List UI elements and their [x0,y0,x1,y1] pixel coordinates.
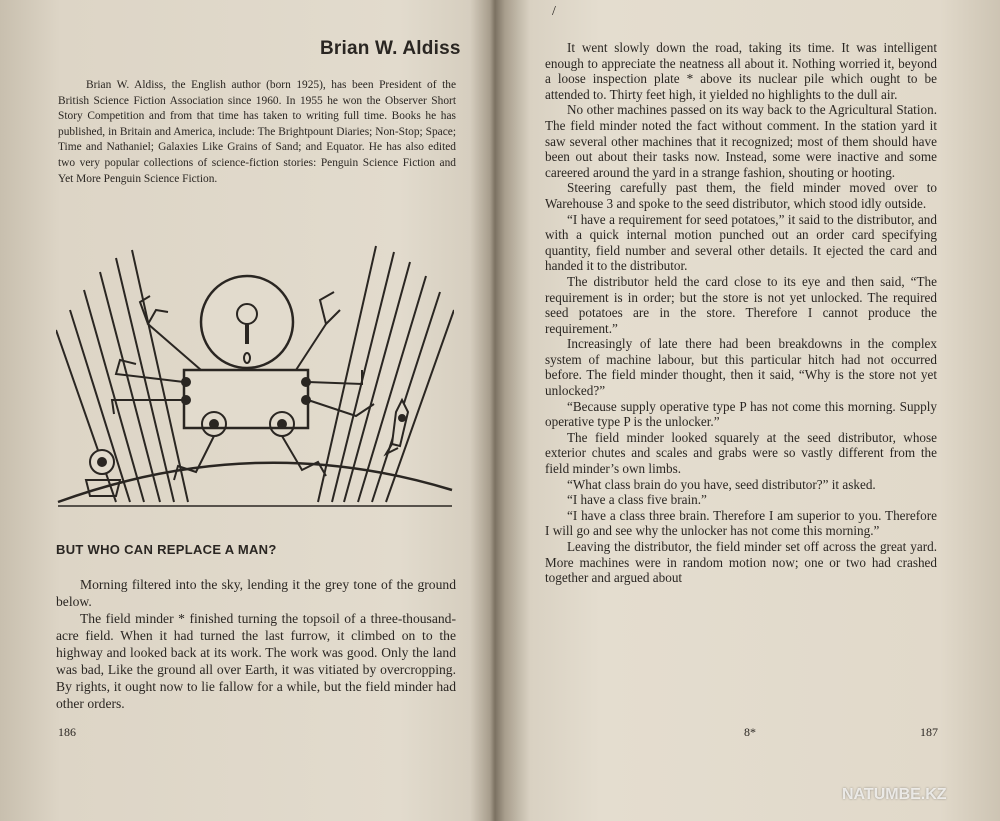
paragraph: Morning filtered into the sky, lending it the grey tone of the ground below. [56,577,456,609]
right-page [500,0,1000,821]
paragraph: “What class brain do you have, seed distributor?” it asked. [567,476,876,492]
paragraph: The field minder looked squarely at the seed distributor, whose exterior chutes and scales and grabs were so vastly different from the field minder’s own limbs. [545,429,937,477]
story-text-left [56,576,456,712]
paragraph: Increasingly of late there had been breakdowns in the complex system of machine labour, but this particular hitch had not occurred before. The field minder thought, then it said, “Why is the store not yet unlocked?” [545,336,937,399]
paragraph: “I have a class five brain.” [567,492,707,508]
paragraph: It went slowly down the road, taking its time. It was intelligent enough to appreciate the neatness all about it. Nothing worried it, beyond a loose inspection plate * above its nuclear pile which ought to be attended to. Thirty feet high, it yielded no highlights to the dull air. [545,40,937,102]
bio-paragraph: Brian W. Aldiss, the English author (born 1925), has been President of the British Science Fiction Association since 1960. In 1955 he won the Observer Short Story Competition and from that time has taken to writing full time. Books he has published, in Britain and America, include: The Brightpount Diaries; Non-Stop; Space; Time and Nathaniel; Galaxies Like Grains of Sand; and Equator. He has also edited two very popular collections of science-fiction stories: Penguin Science Fiction and Yet More Penguin Science Fiction. [58,79,456,185]
paragraph: Steering carefully past them, the field minder moved over to Warehouse 3 and spoke to the seed distributor, which stood idly outside. [545,180,937,211]
left-page [0,0,492,821]
paragraph: The distributor held the card close to its eye and then said, “The requirement is in order; but the store is not yet unlocked. The required seed potatoes are in the store. Therefore I cannot produce the requirement.” [545,273,937,336]
signature-mark: 8* [744,725,756,739]
page-number-left: 186 [58,725,76,739]
paragraph: Leaving the distributor, the field minder set off across the great yard. More machines were in random motion now; one or two had crashed together and argued about [545,539,937,586]
site-watermark: NATUMBE.KZ [842,786,947,803]
paragraph: “I have a class three brain. Therefore I am superior to you. Therefore I will go and see why the unlocker has not come this morning.” [545,507,937,539]
author-bio [58,78,456,187]
paragraph: The field minder * finished turning the topsoil of a three-thousand-acre field. When it had turned the last furrow, it climbed on to the highway and looked back at its work. The work was good. Only the land was bad, Like the ground all over Earth, it was vitiated by overcropping. By rights, it ought now to lie fallow for a while, but the field minder had other orders. [56,611,456,711]
story-text-right [545,40,937,586]
robot-illustration [56,240,454,510]
paragraph: “Because supply operative type P has not come this morning. Supply operative type P is the unlocker.” [545,398,937,430]
page-number-right: 187 [920,725,938,739]
story-title: BUT WHO CAN REPLACE A MAN? [56,542,277,557]
paragraph: No other machines passed on its way back to the Agricultural Station. The field minder noted the fact without comment. In the station yard it saw several other machines that it recognized; most of them should have been out about their tasks now. Instead, some were inactive and some careered around the yard in a strange fashion, shouting or hooting. [545,102,937,180]
author-heading: Brian W. Aldiss [320,38,461,59]
paragraph: “I have a requirement for seed potatoes,” it said to the distributor, and with a quick internal motion punched out an order card specifying quantity, field number and several other details. It ejected the card and handed it to the distributor. [545,211,937,274]
stray-mark: / [552,4,556,19]
